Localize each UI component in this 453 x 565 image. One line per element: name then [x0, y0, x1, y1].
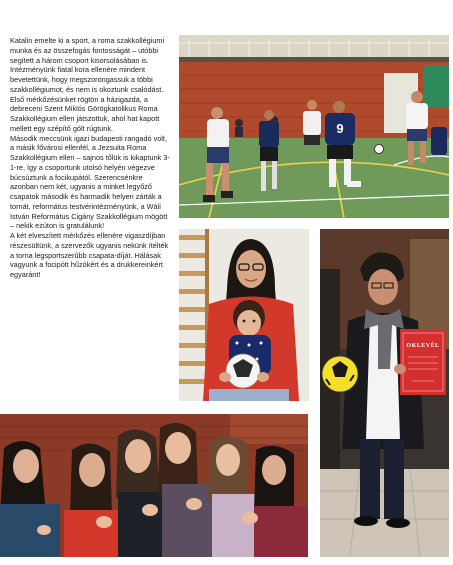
jersey-number: 9 — [336, 121, 344, 136]
photo-football-match — [179, 35, 449, 218]
diploma-title: OKLEVÉL — [406, 343, 440, 349]
article-text — [10, 36, 172, 280]
article-paragraph-1: Katalin emelte ki a sport, a roma szakkollégiumi munka és az összefogás fontosságát – utóbbi segített a három csoport kisorsolásában is. Intézményünk fiatal kora ellenére mindent bevetettünk, hogy megszorongassuk a többi szakkollégiumot, és nem is okoztunk csalódást. Első mérkőzésünket rögtön a házigazda, a debreceni Szent Miklós Görögkatolikus Roma Szakkollégium ellen játszottuk, ahol hat kapott mellett egy szépítő gólt rúgtunk. — [10, 36, 165, 133]
photo-crowd-clapping — [0, 414, 308, 557]
article-paragraph-2: Második meccsünk igazi budapesti rangadó volt, a másik fővárosi ellenfél, a Jezsuita Roma Szakkollégium ellen – sajnos tőlük is kikaptunk 3-1-re, így a csoportunk utolsó helyén végezve búcsúztunk a focikupától. Szerencsénkre azonban nem két, ugyanis a minket legyőző csapatok második és harmadik helyen zárták a tornát, református testvérintézményünk, a Wáli István Református Cigány Szakkollégium mögött – nekik ezúton is gratulálunk! — [10, 133, 170, 231]
photo-mother-and-child — [179, 229, 309, 401]
photo-award-winner — [320, 229, 449, 557]
article-paragraph-3: A két elveszített mérkőzés ellenére vigaszdíjban részesültünk, a szervezők ugyanis nekünk ítélték a torna legsportszerűbb csapata-díját. Hálásak vagyunk a focipótt hűzókért és a drukkereinkért egyaránt! — [10, 231, 169, 279]
